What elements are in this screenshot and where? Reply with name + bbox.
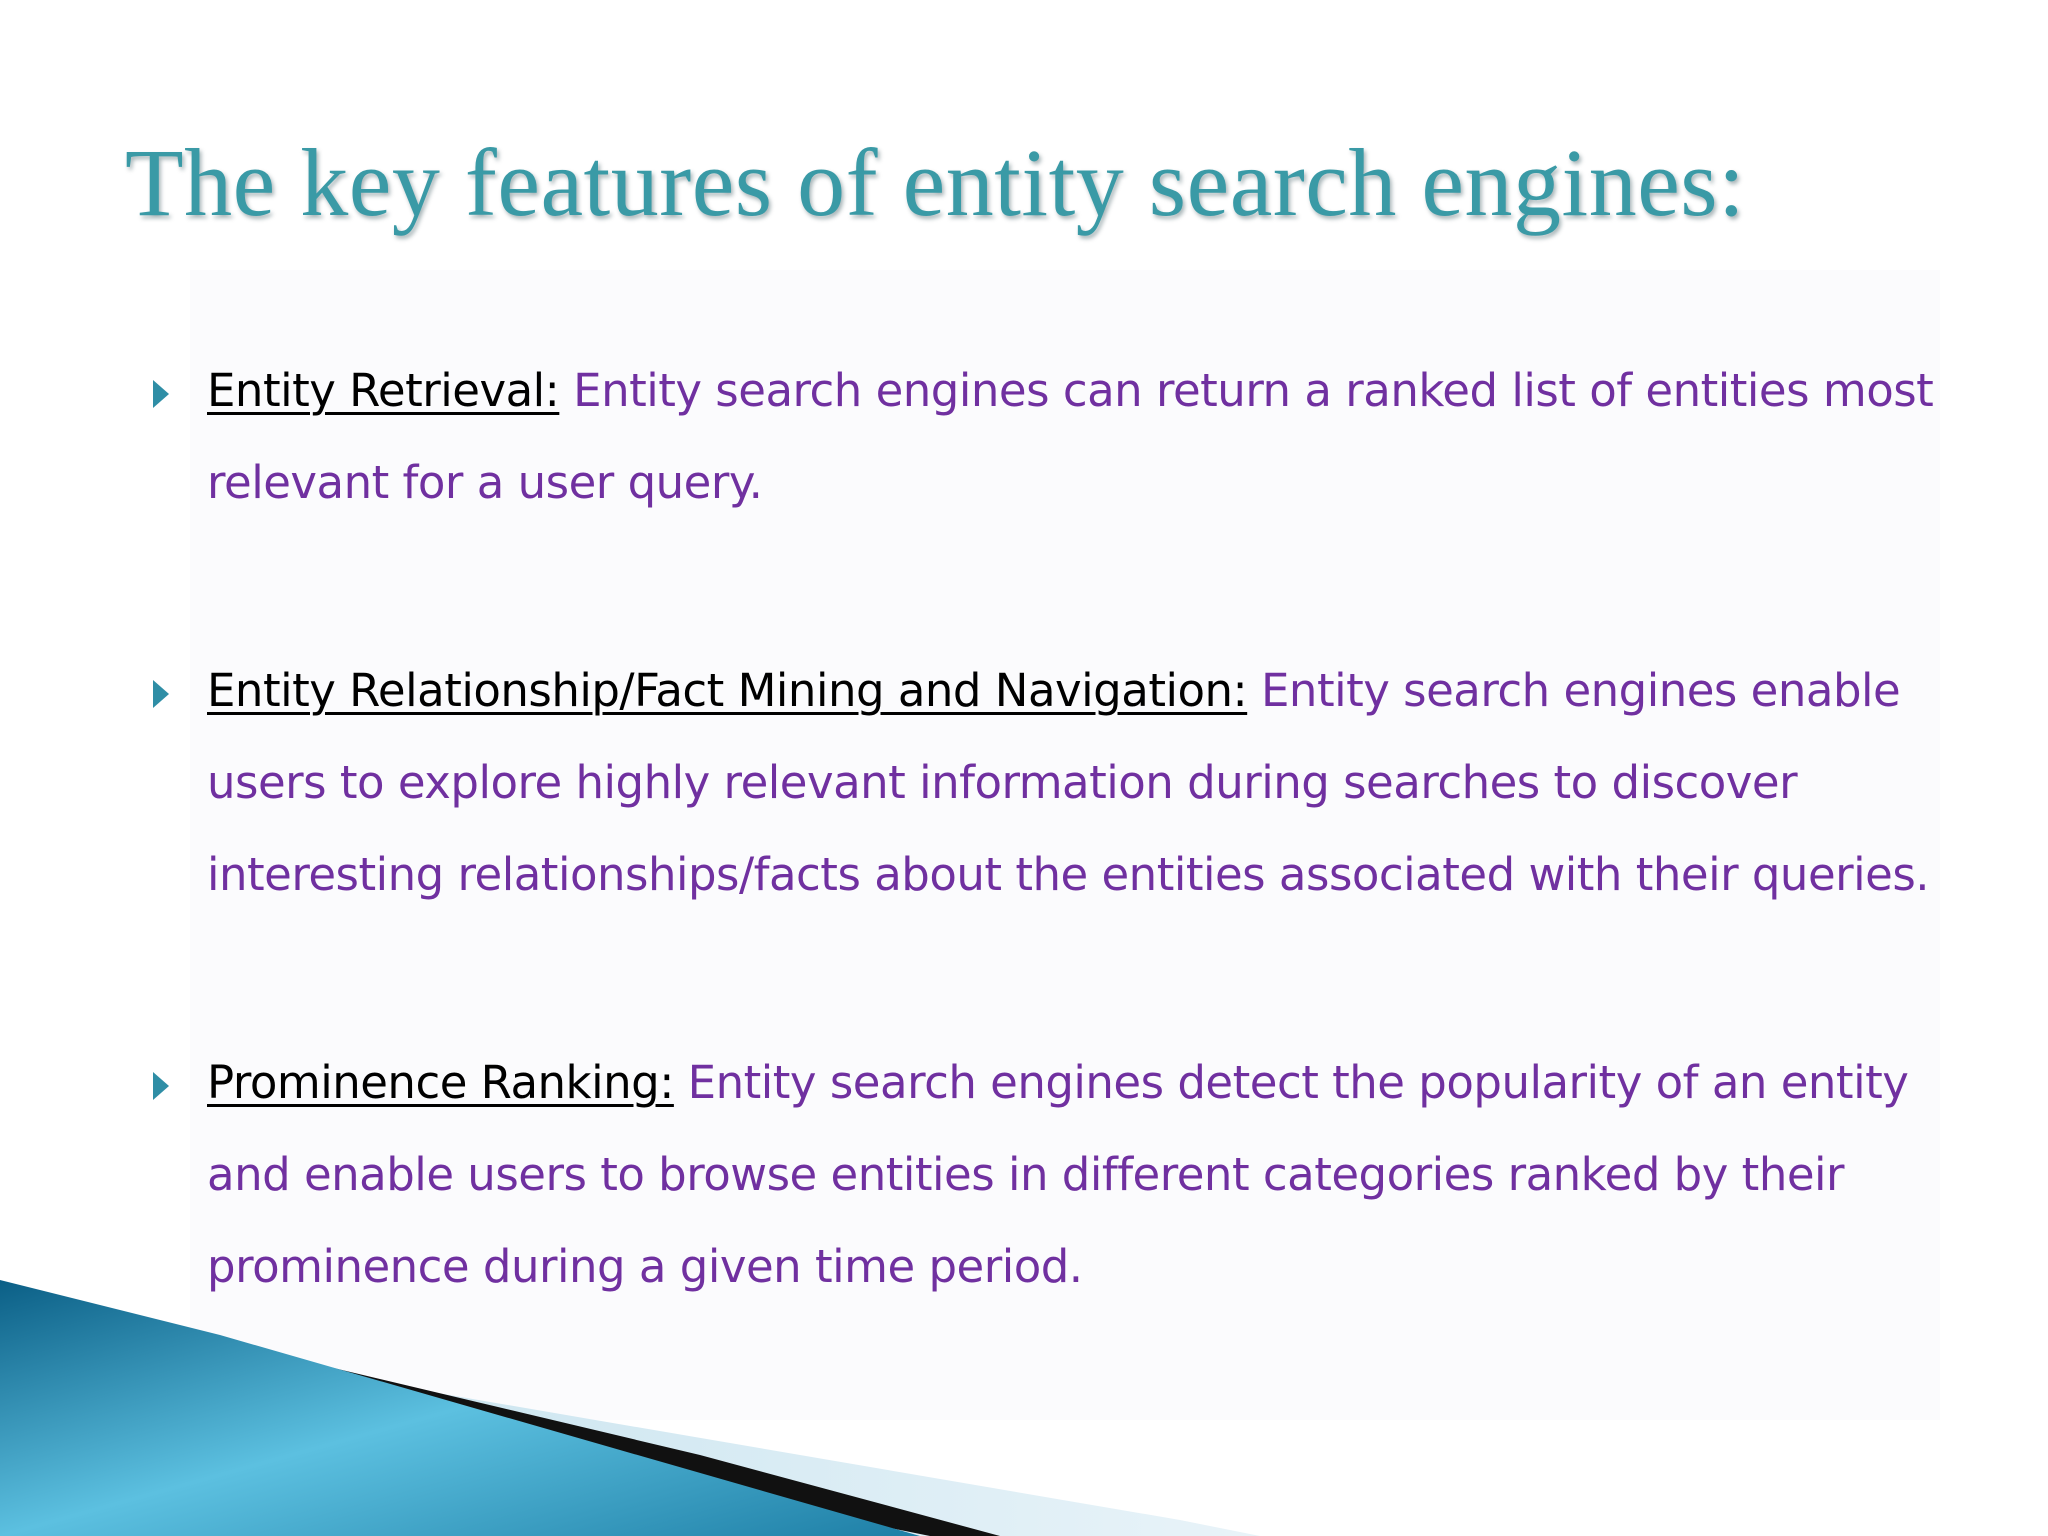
bullet-list (145, 345, 1935, 1313)
bullet-term: Entity Relationship/Fact Mining and Navigation: (207, 664, 1248, 717)
bullet-text: Entity search engines enable users to explore highly relevant information during searches to discover interesting relationships/facts about the entities associated with their queries. (207, 664, 1930, 901)
arrow-right-icon (153, 1072, 169, 1100)
bullet-entity-retrieval (145, 345, 1935, 529)
bullet-term: Entity Retrieval: (207, 364, 560, 417)
wave-blue-band (0, 1280, 920, 1536)
arrow-right-icon (153, 680, 169, 708)
bullet-text: Entity search engines can return a ranked list of entities most relevant for a user query. (207, 364, 1934, 509)
decorative-wave (0, 1280, 2048, 1536)
bullet-term: Prominence Ranking: (207, 1056, 674, 1109)
bullet-text: Entity search engines detect the popularity of an entity and enable users to browse entities in different categories ranked by their prominence during a given time period. (207, 1056, 1909, 1293)
bullet-entity-relationship (145, 645, 1935, 921)
bullet-prominence-ranking (145, 1037, 1935, 1313)
slide-title: The key features of entity search engines: (125, 129, 1746, 236)
arrow-right-icon (153, 380, 169, 408)
